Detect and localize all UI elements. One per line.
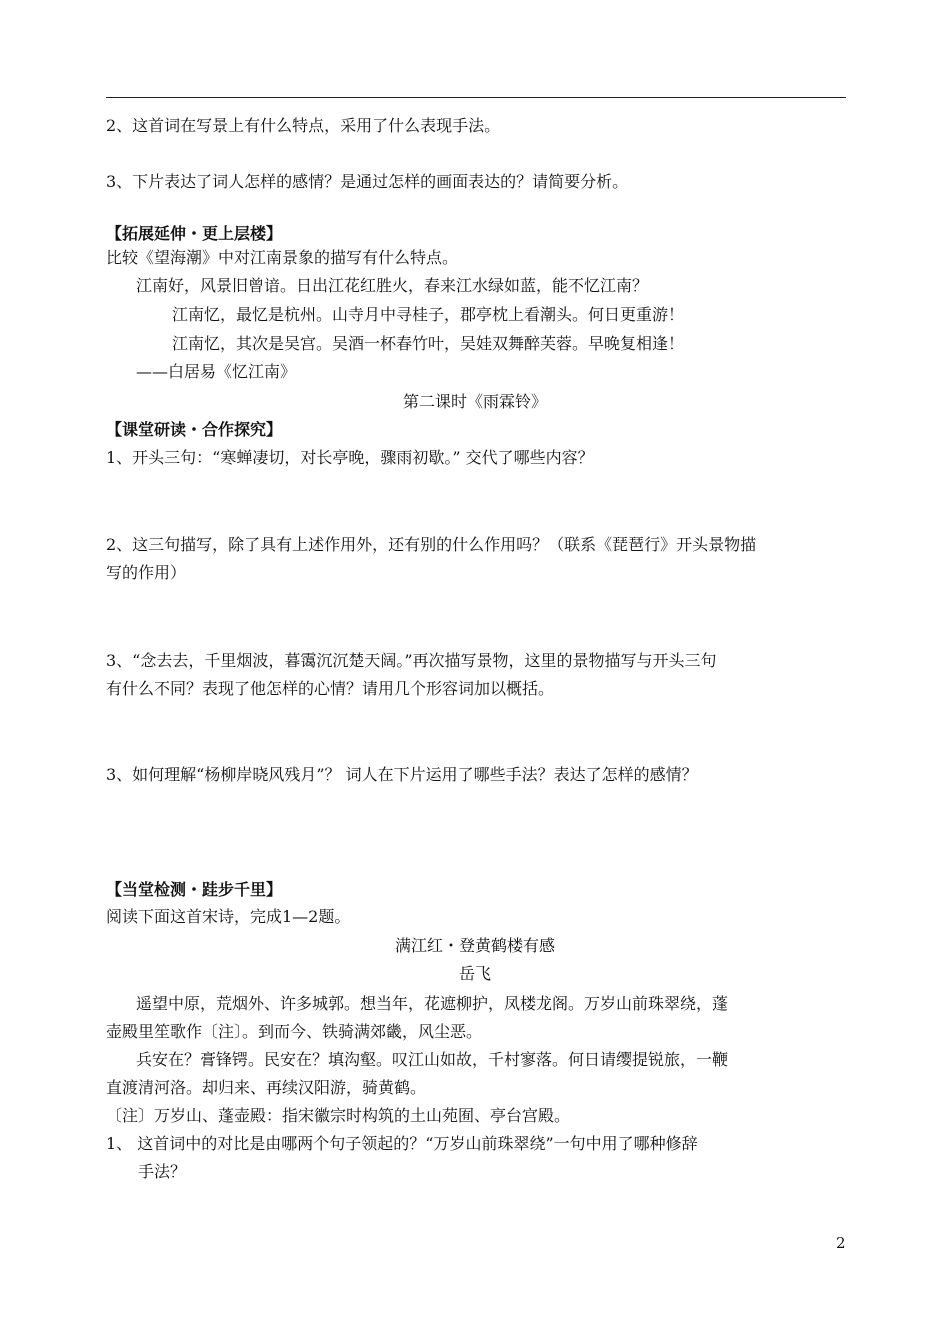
text-line: 江南忆，其次是吴宫。吴酒一杯春竹叶，吴娃双舞醉芙蓉。早晚复相逢！ bbox=[172, 334, 685, 353]
text-line: 比较《望海潮》中对江南景象的描写有什么特点。 bbox=[106, 248, 459, 267]
header-rule bbox=[106, 97, 846, 98]
text-line: 遥望中原，荒烟外、许多城郭。想当年，花遮柳护，凤楼龙阁。万岁山前珠翠绕，蓬 bbox=[136, 994, 729, 1013]
text-line: 【当堂检测・跬步千里】 bbox=[106, 880, 283, 899]
text-line: 第二课时《雨霖铃》 bbox=[402, 392, 547, 411]
text-line: 〔注〕万岁山、蓬壶殿：指宋徽宗时构筑的土山苑囿、亭台宫殿。 bbox=[106, 1106, 571, 1125]
text-line: 写的作用） bbox=[106, 563, 187, 582]
page-number: 2 bbox=[836, 1234, 846, 1252]
text-line: ——白居易《忆江南》 bbox=[136, 362, 297, 381]
text-line: 江南好，风景旧曾谙。日出江花红胜火，春来江水绿如蓝，能不忆江南？ bbox=[136, 276, 649, 295]
text-line: 3、下片表达了词人怎样的感情？是通过怎样的画面表达的？请简要分析。 bbox=[106, 172, 629, 191]
text-line: 阅读下面这首宋诗，完成1—2题。 bbox=[106, 907, 351, 926]
text-line: 壶殿里笙歌作〔注〕。到而今、铁骑满郊畿，风尘恶。 bbox=[106, 1022, 483, 1041]
text-line: 3、“念去去，千里烟波，暮霭沉沉楚天阔。”再次描写景物，这里的景物描写与开头三句 bbox=[106, 651, 717, 670]
text-line: 1、 这首词中的对比是由哪两个句子领起的？“万岁山前珠翠绕”一句中用了哪种修辞 bbox=[106, 1134, 698, 1153]
text-line: 1、开头三句：“寒蝉凄切，对长亭晚，骤雨初歇。” 交代了哪些内容？ bbox=[106, 448, 594, 467]
text-line: 手法？ bbox=[138, 1162, 187, 1181]
text-line: 有什么不同？表现了他怎样的心情？请用几个形容词加以概括。 bbox=[106, 679, 555, 698]
text-line: 2、这三句描写，除了具有上述作用外，还有别的什么作用吗？（联系《琵琶行》开头景物描 bbox=[106, 535, 757, 554]
text-line: 3、如何理解“杨柳岸晓风残月”？ 词人在下片运用了哪些手法？表达了怎样的感情？ bbox=[106, 765, 698, 784]
text-line: 2、这首词在写景上有什么特点，采用了什么表现手法。 bbox=[106, 116, 501, 135]
text-line: 【课堂研读・合作探究】 bbox=[106, 420, 283, 439]
text-line: 直渡清河洛。却归来、再续汉阳游，骑黄鹤。 bbox=[106, 1078, 427, 1097]
text-line: 江南忆，最忆是杭州。山寺月中寻桂子，郡亭枕上看潮头。何日更重游！ bbox=[172, 305, 685, 324]
text-line: 兵安在？膏锋锷。民安在？填沟壑。叹江山如故，千村寥落。何日请缨提锐旅，一鞭 bbox=[136, 1050, 729, 1069]
text-line: 【拓展延伸・更上层楼】 bbox=[106, 224, 283, 243]
text-line: 岳飞 bbox=[458, 964, 491, 983]
text-line: 满江红・登黄鹤楼有感 bbox=[394, 936, 555, 955]
